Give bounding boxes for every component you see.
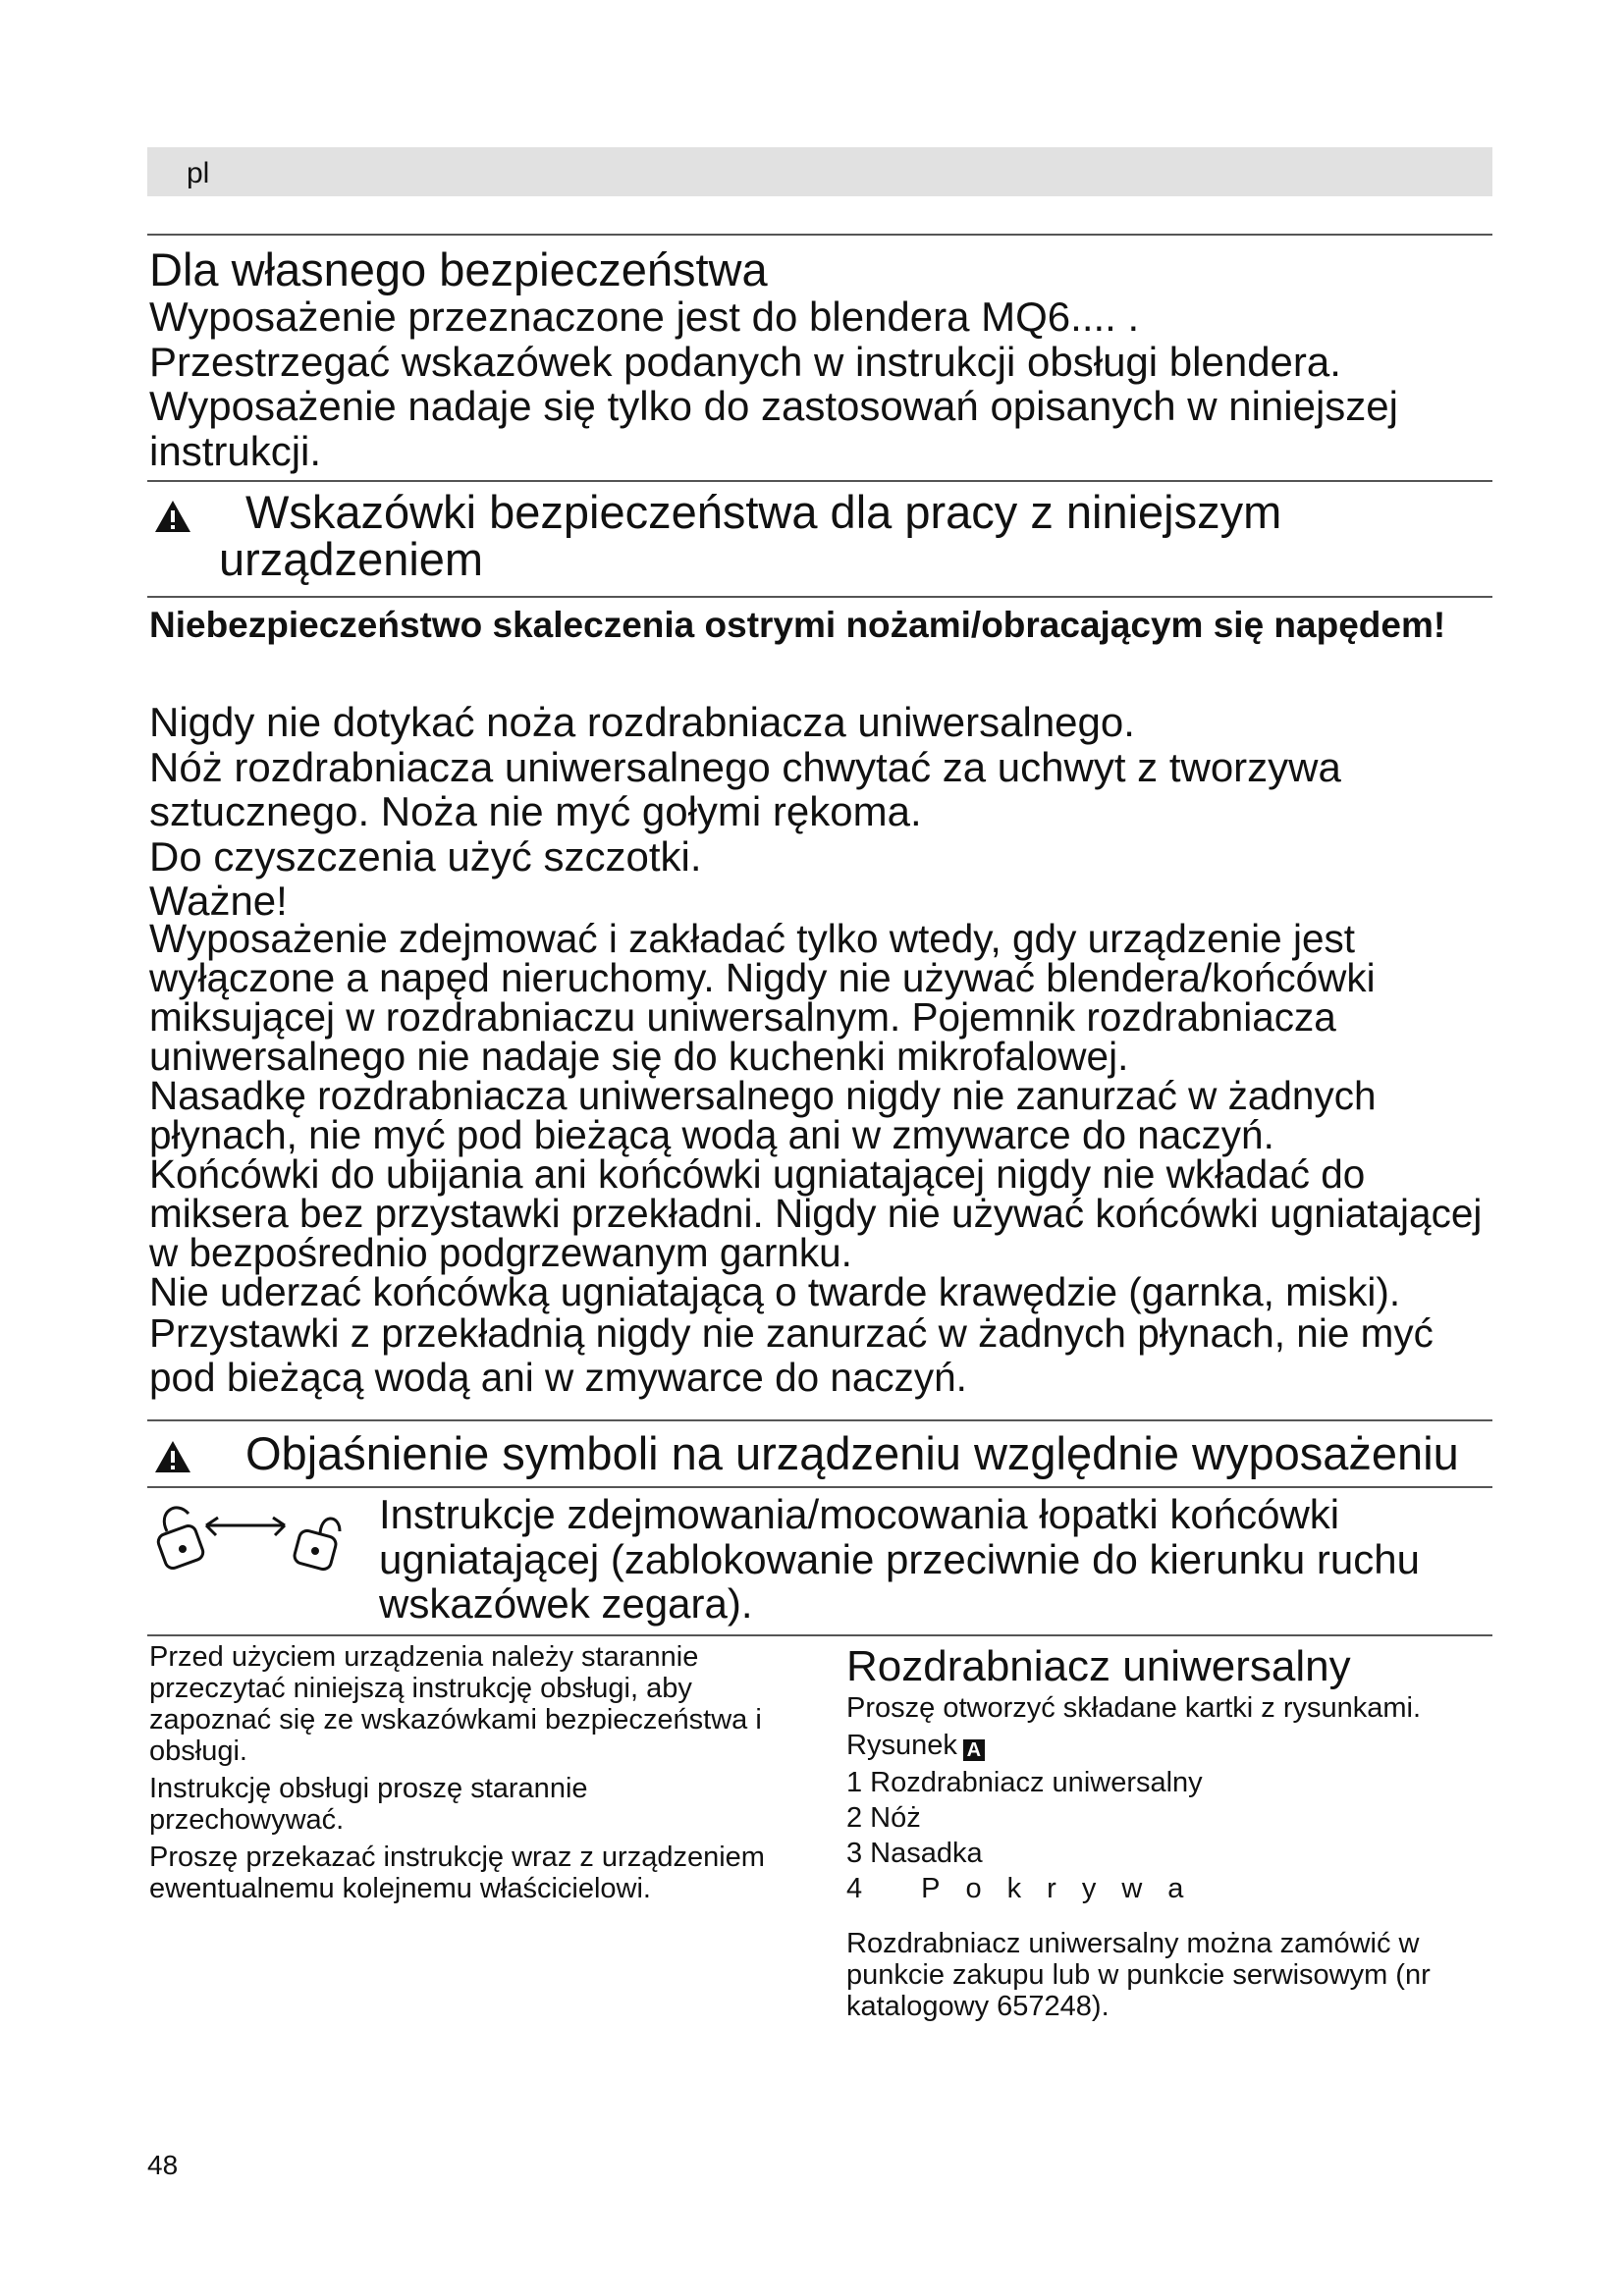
danger-body (149, 700, 1455, 924)
own-safety-line: Wyposażenie nadaje się tylko do zastosowań opisanych w niniejszej instrukcji. (149, 383, 1398, 474)
safety-hints-title-line1: Wskazówki bezpieczeństwa dla pracy z niniejszym (245, 486, 1282, 538)
language-bar (147, 147, 1492, 196)
divider (147, 1419, 1492, 1421)
pass-on-paragraph: Proszę przekazać instrukcję wraz z urządzeniem ewentualnemu kolejnemu właścicielowi. (149, 1842, 765, 1904)
divider (147, 234, 1492, 236)
own-safety-line: Wyposażenie przeznaczone jest do blendera MQ6.... . (149, 294, 1140, 340)
important-line: Wyposażenie zdejmować i zakładać tylko wtedy, gdy urządzenie jest wyłączone a napęd nieruchomy. Nigdy nie używać blendera/końcówki miksującej w rozdrabniaczu uniwersalnym. Pojemnik rozdrabniacza uniwersalnego nie nadaje się do kuchenki mikrofalowej. (149, 916, 1376, 1079)
important-line: Przystawki z przekładnią nigdy nie zanurzać w żadnych płynach, nie myć pod bieżącą wodą ani w zmywarce do naczyń. (149, 1310, 1434, 1400)
part-item: 3 Nasadka (846, 1838, 983, 1869)
danger-line: Do czyszczenia użyć szczotki. (149, 832, 702, 880)
own-safety-line: Przestrzegać wskazówek podanych w instrukcji obsługi blendera. (149, 338, 1341, 385)
own-safety-body (149, 294, 1494, 473)
important-line: Nasadkę rozdrabniacza uniwersalnego nigdy nie zanurzać w żadnych płynach, nie myć pod bieżącą wodą ani w zmywarce do naczyń. (149, 1073, 1377, 1157)
divider (147, 1634, 1492, 1636)
symbol-description: Instrukcje zdejmowania/mocowania łopatki końcówki ugniatającej (zablokowanie przeciwnie do kierunku ruchu wskazówek zegara). (379, 1491, 1420, 1627)
divider (147, 1486, 1492, 1488)
right-column (846, 1692, 1494, 2022)
fold-out-note: Proszę otworzyć składane kartki z rysunkami. (846, 1692, 1422, 1724)
important-label: Ważne! (149, 878, 288, 924)
part-item: 4 Pokrywa (846, 1873, 1210, 1904)
left-column (149, 1641, 787, 1904)
figure-label-line (846, 1730, 1494, 1761)
intro-paragraph: Przed użyciem urządzenia należy starannie przeczytać niniejszą instrukcję obsługi, aby zapoznać się ze wskazówkami bezpieczeństwa i obsługi. (149, 1641, 762, 1767)
important-line: Końcówki do ubijania ani końcówki ugniatającej nigdy nie wkładać do miksera bez przystawki przekładni. Nigdy nie używać końcówki ugniatającej w bezpośrednio podgrzewanym garnku. (149, 1151, 1483, 1275)
safety-hints-title-line2: urządzeniem (219, 533, 484, 585)
important-line: Nie uderzać końcówką ugniatającą o twarde krawędzie (garnka, miski). (149, 1269, 1401, 1314)
section-title-own-safety: Dla własnego bezpieczeństwa (149, 243, 768, 295)
divider (147, 480, 1492, 482)
order-note: Rozdrabniacz uniwersalny można zamówić w punkcie zakupu lub w punkcie serwisowym (nr katalogowy 657248). (846, 1928, 1431, 2022)
divider (147, 596, 1492, 598)
figure-letter-box: A (963, 1739, 985, 1761)
universal-chopper-title: Rozdrabniacz uniwersalny (846, 1642, 1351, 1690)
lock-unlock-arrows-icon (147, 1492, 344, 1580)
keep-paragraph: Instrukcję obsługi proszę starannie przechowywać. (149, 1773, 588, 1836)
warning-triangle-icon (153, 499, 192, 534)
page-number: 48 (147, 2150, 179, 2180)
warning-triangle-icon (153, 1439, 192, 1474)
danger-title: Niebezpieczeństwo skaleczenia ostrymi nożami/obracającym się napędem! (149, 605, 1446, 645)
language-code: pl (187, 157, 210, 189)
symbols-title: Objaśnienie symboli na urządzeniu względnie wyposażeniu (245, 1427, 1459, 1479)
figure-label: Rysunek (846, 1730, 957, 1761)
danger-line: Nóż rozdrabniacza uniwersalnego chwytać za uchwyt z tworzywa sztucznego. Noża nie myć gołymi rękoma. (149, 743, 1341, 834)
danger-line: Nigdy nie dotykać noża rozdrabniacza uniwersalnego. (149, 699, 1135, 745)
part-item: 2 Nóż (846, 1802, 921, 1834)
part-item: 1 Rozdrabniacz uniwersalny (846, 1767, 1203, 1798)
important-body (149, 916, 1499, 1400)
